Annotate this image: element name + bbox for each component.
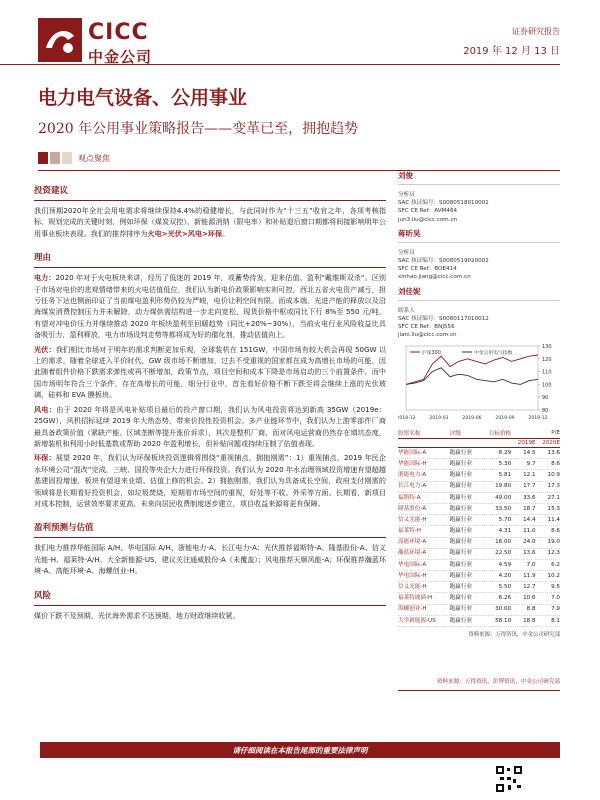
stock-name-cell: 大全新能源-US <box>398 615 450 626</box>
value-cell: 22.50 <box>480 548 511 559</box>
analyst-sac: SAC 执证编号：S0080519020002 <box>398 258 489 265</box>
y-tick-label: 90 <box>542 395 549 402</box>
value-cell: 30.00 <box>480 604 511 615</box>
stock-name-cell: 华能国际-A <box>398 448 450 459</box>
value-cell: 4.59 <box>480 559 511 570</box>
series-line-0 <box>406 355 538 384</box>
col-header: 股票名称 <box>398 428 450 439</box>
value-cell: 9.5 <box>536 582 560 593</box>
page-title: 电力电气设备、公用事业 <box>38 87 248 109</box>
pv-paragraph <box>34 344 386 401</box>
value-cell: 7.9 <box>536 604 560 615</box>
table-row <box>398 470 560 481</box>
x-tick-label: 2019-09 <box>495 416 515 421</box>
value-cell: 18.7 <box>511 503 535 514</box>
col-header: 目标价格 <box>480 428 511 439</box>
stock-name-cell: 华电国际-H <box>398 571 450 582</box>
invest-section-title: 投资建议 <box>34 186 69 196</box>
y-tick-label: 130 <box>542 344 552 350</box>
value-cell: 8.6 <box>536 526 560 537</box>
value-cell: 5.70 <box>480 515 511 526</box>
stock-name-cell: 长江电力-A <box>398 481 450 492</box>
analyst-email[interactable]: jun3.liu@cicc.com.cn <box>398 216 458 223</box>
value-cell: 12.7 <box>511 582 535 593</box>
value-cell: 7.0 <box>536 593 560 604</box>
stock-paragraph: 我们电力推荐华能国际 A/H、华电国际 A/H、浙能电力-A、长江电力-A；光伏推荐福斯特-A、隆基股份-A、信义光能-H、福莱特-A/H、大全新能源-US，建议关注通威股份-A（未覆盖）；风电推荐天顺风能-A；环保推荐瀚蓝环境-A、高能环境-A、海螺创业-H。 <box>34 543 386 576</box>
analyst-email[interactable]: jiani.liu@cicc.com.cn <box>398 332 457 339</box>
value-cell: 5.30 <box>480 459 511 470</box>
section-rule <box>34 267 386 268</box>
qr-code-icon <box>495 765 523 793</box>
analyst-divider <box>398 300 560 301</box>
analyst-sfc: SFC CE Ref：BOE414 <box>398 266 457 273</box>
table-row <box>398 492 560 503</box>
env-text: 展望 2020 年，我们认为环保板块投资逻辑将围绕“重视捕点，拥抱刚需”：1）重视捕点，2019 年民企水环境公司“混改”完成，三峡、国投等央企大力进行环保投资。我们认为 2020 年水治理领域投资增速有望超越基建固投增速，板块有望迎来业绩、估值上修的机会。2）拥抱刚需，我们认为具备成长空间，政府支付刚需的领域将是长期看好投资机会，如垃圾焚烧，短期看市场空间的重视，好处等不收、外采等方面。长期看，新项目对成本控制，运营效率要求更高，未来向居民收费制度逐步建立，项目收益来源将更有保障。 <box>34 453 386 508</box>
analyst-sfc: SFC CE Ref：AVM464 <box>398 208 458 215</box>
table-row <box>398 593 560 604</box>
stock-name-cell: 福莱特-H <box>398 526 450 537</box>
x-tick-label: 2019-06 <box>462 416 482 421</box>
index-chart-svg <box>398 336 560 426</box>
analyst-name: 刘俊 <box>398 171 413 180</box>
analyst-panel <box>398 170 560 339</box>
report-type-tag: 证券研究报告 <box>512 27 560 36</box>
value-cell: 14.5 <box>511 448 535 459</box>
value-cell: 13.6 <box>511 548 535 559</box>
value-cell: 8.6 <box>536 459 560 470</box>
value-cell: 5.50 <box>480 582 511 593</box>
cicc-logo-icon <box>38 18 82 62</box>
analyst-sac: SAC 执证编号：S0080518010001 <box>398 200 489 207</box>
value-cell: 17.3 <box>536 481 560 492</box>
value-cell: 4.31 <box>480 526 511 537</box>
y-tick-label: 100 <box>542 382 552 389</box>
rating-cell: 跑赢行业 <box>450 448 481 459</box>
viewpoint-tag <box>38 152 110 164</box>
rating-cell: 跑赢行业 <box>450 615 481 626</box>
section-rule <box>34 605 386 606</box>
rating-cell: 跑赢行业 <box>450 593 481 604</box>
value-cell: 5.81 <box>480 470 511 481</box>
value-cell: 11.9 <box>511 571 535 582</box>
value-cell: 14.4 <box>511 515 535 526</box>
cicc-logo <box>38 18 158 68</box>
stock-name-cell: 瀚蓝环境-A <box>398 548 450 559</box>
value-cell: 33.50 <box>480 503 511 514</box>
index-chart <box>398 336 560 426</box>
rating-cell: 跑赢行业 <box>450 526 481 537</box>
rating-cell: 跑赢行业 <box>450 559 481 570</box>
stock-name-cell: 浙能电力-A <box>398 470 450 481</box>
table-row <box>398 503 560 514</box>
table-row <box>398 571 560 582</box>
value-cell: 8.8 <box>511 604 535 615</box>
rating-cell: 跑赢行业 <box>450 548 481 559</box>
value-cell: 58.10 <box>480 615 511 626</box>
stock-name-cell: 高能环境-A <box>398 537 450 548</box>
y-tick-label: 80 <box>542 408 549 414</box>
y-tick-label: 110 <box>542 369 552 376</box>
main-content <box>34 184 386 624</box>
analyst-role: 分析员 <box>398 192 415 198</box>
value-cell: 13.6 <box>536 448 560 459</box>
risk-paragraph: 煤价下跌不及预期，光伏海外需求不达预期，地方财政继续收紧。 <box>34 610 240 620</box>
logo-text-en: CICC <box>88 20 149 45</box>
value-cell: 11.0 <box>511 526 535 537</box>
rating-cell: 跑赢行业 <box>450 582 481 593</box>
analyst-divider <box>398 184 560 185</box>
footnote-divider <box>398 690 560 691</box>
logo-text-cn: 中金公司 <box>88 48 153 66</box>
disclaimer-text: 请仔细阅读在本报告尾部的重要法律声明 <box>232 745 368 755</box>
value-cell: 16.00 <box>480 537 511 548</box>
report-date: 2019 年 12 月 13 日 <box>463 46 560 57</box>
value-cell: 11.4 <box>536 515 560 526</box>
col-subheader: 2019E <box>511 439 535 448</box>
col-header: 评级 <box>450 428 481 439</box>
risk-section-title: 风险 <box>34 590 52 601</box>
wind-paragraph <box>34 404 386 450</box>
value-cell: 12.3 <box>536 548 560 559</box>
col-subheader: 2020E <box>536 439 560 448</box>
table-source: 资料来源：万得资讯，中金公司研究部 <box>468 632 560 638</box>
viewpoint-tag-label: 观点聚焦 <box>78 153 110 163</box>
analyst-card <box>398 286 560 340</box>
value-cell: 17.7 <box>511 481 535 492</box>
stock-table <box>398 428 560 638</box>
stock-section-title: 盈利预测与估值 <box>34 523 94 534</box>
analyst-sac: SAC 执证编号：S0080117010012 <box>398 315 489 322</box>
stock-name-cell: 华电国际-A <box>398 559 450 570</box>
table-row <box>398 448 560 459</box>
table-row <box>398 559 560 570</box>
x-tick-label: 2018-12 <box>398 416 416 421</box>
table-header-row <box>398 428 560 439</box>
rating-table <box>398 428 560 627</box>
stock-name-cell: 海螺创业-H <box>398 604 450 615</box>
y-tick-label: 120 <box>542 356 552 363</box>
value-cell: 10.6 <box>511 593 535 604</box>
footnote-source: 资料来源：万得资讯，彭博资讯，中金公司研究部 <box>436 679 560 685</box>
analyst-name: 蒋昕昊 <box>398 228 421 238</box>
value-cell: 12.1 <box>511 470 535 481</box>
tag-squares-icon <box>38 152 72 164</box>
pv-text: 我们相比市场对于明年的需求判断更加乐观，全球装机在 151GW，中国市场有较大机会再现 50GW 以上的需求，随着全球进入平价时代，GW 级市场不断增加，过去不受重视的国家都在成为高增长市场的可能，因此随着组件价格下跌需求弹性或再不断增加，政策节点，项目空间和成本下降是市场启动的三个前置条件，而中国市场明年符合三个条件，存在高增长的可能，细分行业中，首先看好价格不断下跌至将会继续上涨的光伏玻璃，硅料和 EVA 膜板块。 <box>34 344 386 400</box>
value-cell: 49.00 <box>480 492 511 503</box>
analyst-card <box>398 228 560 282</box>
disclaimer-bar <box>40 742 560 758</box>
value-cell: 4.20 <box>480 571 511 582</box>
stock-name-cell: 福莱特玻璃-H <box>398 593 450 604</box>
value-cell: 27.1 <box>536 492 560 503</box>
value-cell: 10.2 <box>536 571 560 582</box>
invest-order: 火电>光伏>风电>环保 <box>147 228 223 238</box>
power-highlight: 8%至 550 元/吨 <box>325 307 379 317</box>
table-row <box>398 537 560 548</box>
stock-name-cell: 信义光能-H <box>398 582 450 593</box>
value-cell: 19.80 <box>480 481 511 492</box>
x-tick-label: 2019-03 <box>429 416 449 421</box>
table-row <box>398 526 560 537</box>
analyst-sfc: SFC CE Ref：BNJ556 <box>398 324 455 331</box>
table-row <box>398 481 560 492</box>
value-cell: 6.2 <box>536 559 560 570</box>
env-label: 环保： <box>34 453 56 463</box>
table-row <box>398 582 560 593</box>
rating-cell: 跑赢行业 <box>450 604 481 615</box>
table-subheader-row <box>398 439 560 448</box>
value-cell: 8.1 <box>536 615 560 626</box>
value-cell: 8.29 <box>480 448 511 459</box>
page-subtitle: 2020 年公用事业策略报告——变革已至，拥抱趋势 <box>38 121 359 137</box>
invest-text: 我们预期2020年全社会用电需求将继续保持4.4%的稳健增长，与此同时作为“十三五”收官之年，各项考核指标、规划完成的关键时刻，例如环保（煤炭双控）、新能源消纳（限电率）和补贴退后窗口期都将间接影响明年公用事业板块表现。我们的推荐排序为 <box>34 206 386 238</box>
table-row <box>398 459 560 470</box>
rating-cell: 跑赢行业 <box>450 492 481 503</box>
rating-cell: 跑赢行业 <box>450 537 481 548</box>
reason-section-title: 理由 <box>34 253 52 264</box>
rating-cell: 跑赢行业 <box>450 470 481 481</box>
header-divider <box>0 64 560 65</box>
env-paragraph <box>34 452 386 509</box>
legend-label: 沪深300 <box>422 351 441 356</box>
analyst-email[interactable]: xinhao.jiang@cicc.com.cn <box>398 274 471 281</box>
table-row <box>398 615 560 626</box>
analyst-role: 分析员 <box>398 249 415 256</box>
rating-cell: 跑赢行业 <box>450 503 481 514</box>
analyst-divider <box>398 242 560 243</box>
x-tick-label: 2019-12 <box>528 416 548 421</box>
analyst-role: 联系人 <box>398 307 415 314</box>
power-label: 电力： <box>34 273 56 283</box>
col-header: P/E <box>511 428 560 439</box>
power-paragraph <box>34 272 386 340</box>
value-cell: 9.7 <box>511 459 535 470</box>
rating-cell: 跑赢行业 <box>450 481 481 492</box>
table-row <box>398 515 560 526</box>
pv-label: 光伏： <box>34 344 56 354</box>
wind-text: 由于 2020 年将是风电补贴项目最后的投产窗口期，我们认为风电投资将达到新高 35GW（2019e：25GW），风机招标延续 2019 年大热态势，带来价投性投资机会。多产业链环节中，我们认为上游零部件厂商最具备政策价值（紧缺产能、区域垄断等提升涨价诉求），其次是整机厂商，而对风电运营商仍然存在填坑态度，新增装机和利用小时低基数或帮助 2020 年盈利增长，但补贴问题或持续压制了估值表现。 <box>34 404 386 448</box>
value-cell: 6.26 <box>480 593 511 604</box>
rating-cell: 跑赢行业 <box>450 515 481 526</box>
value-cell: 7.0 <box>511 559 535 570</box>
stock-name-cell: 隆基股份-A <box>398 503 450 514</box>
power-text-2: ，有望对冲电价压力并继续推动 2020 年板块盈利至回暖趋势（同比+20%~30%），当前火电行业风险收益比具备吸引力，盈利释放，电力市场设判走势等都将成为好的催化剂，推动估值向上。 <box>34 307 386 340</box>
analyst-card <box>398 170 560 224</box>
invest-paragraph: 我们预期2020年全社会用电需求将继续保持4.4%的稳健增长，与此同时作为“十三五”收官之年，各项考核指标、规划完成的关键时刻，例如环保（煤炭双控）、新能源消纳（限电率）和补贴退后窗口期都将间接影响明年公用事业板块表现。我们的推荐排序为火电>光伏>风电>环保。 <box>34 206 386 238</box>
value-cell: 10.9 <box>536 470 560 481</box>
stock-name-cell: 信义光能-H <box>398 515 450 526</box>
analyst-name: 刘佳妮 <box>398 286 421 296</box>
rating-cell: 跑赢行业 <box>450 571 481 582</box>
legend-label: 中金公用电气指数 <box>474 351 513 356</box>
wind-label: 风电： <box>34 404 57 414</box>
power-text: 2020 年对于火电板块来讲，经历了低迷的 2019 年，或蓄势待发，迎来估值、盈利“戴维斯双杀”。区别于市场对电价的悲观情绪带来的火电估值低位，我们认为新电价政策影响实则可控，西北五省火电资产减亏，担亏任务下达也侧面印证了当前煤电盈利形势仍较为严峻，电价让利空间有限。而成本端，光进产能的释放以及沿海煤炭消费控制压力并未解除，动力煤供需结构进一步走向宽松，现货价格中枢或同比下行 <box>34 273 387 317</box>
stock-name-cell: 福斯特-A <box>398 492 450 503</box>
section-rule <box>34 200 386 201</box>
value-cell: 19.0 <box>536 537 560 548</box>
table-row <box>398 548 560 559</box>
stock-name-cell: 华能国际-H <box>398 459 450 470</box>
value-cell: 24.0 <box>511 537 535 548</box>
section-rule <box>34 537 386 538</box>
value-cell: 15.3 <box>536 503 560 514</box>
value-cell: 18.8 <box>511 615 535 626</box>
rating-cell: 跑赢行业 <box>450 459 481 470</box>
value-cell: 33.6 <box>511 492 535 503</box>
table-row <box>398 604 560 615</box>
